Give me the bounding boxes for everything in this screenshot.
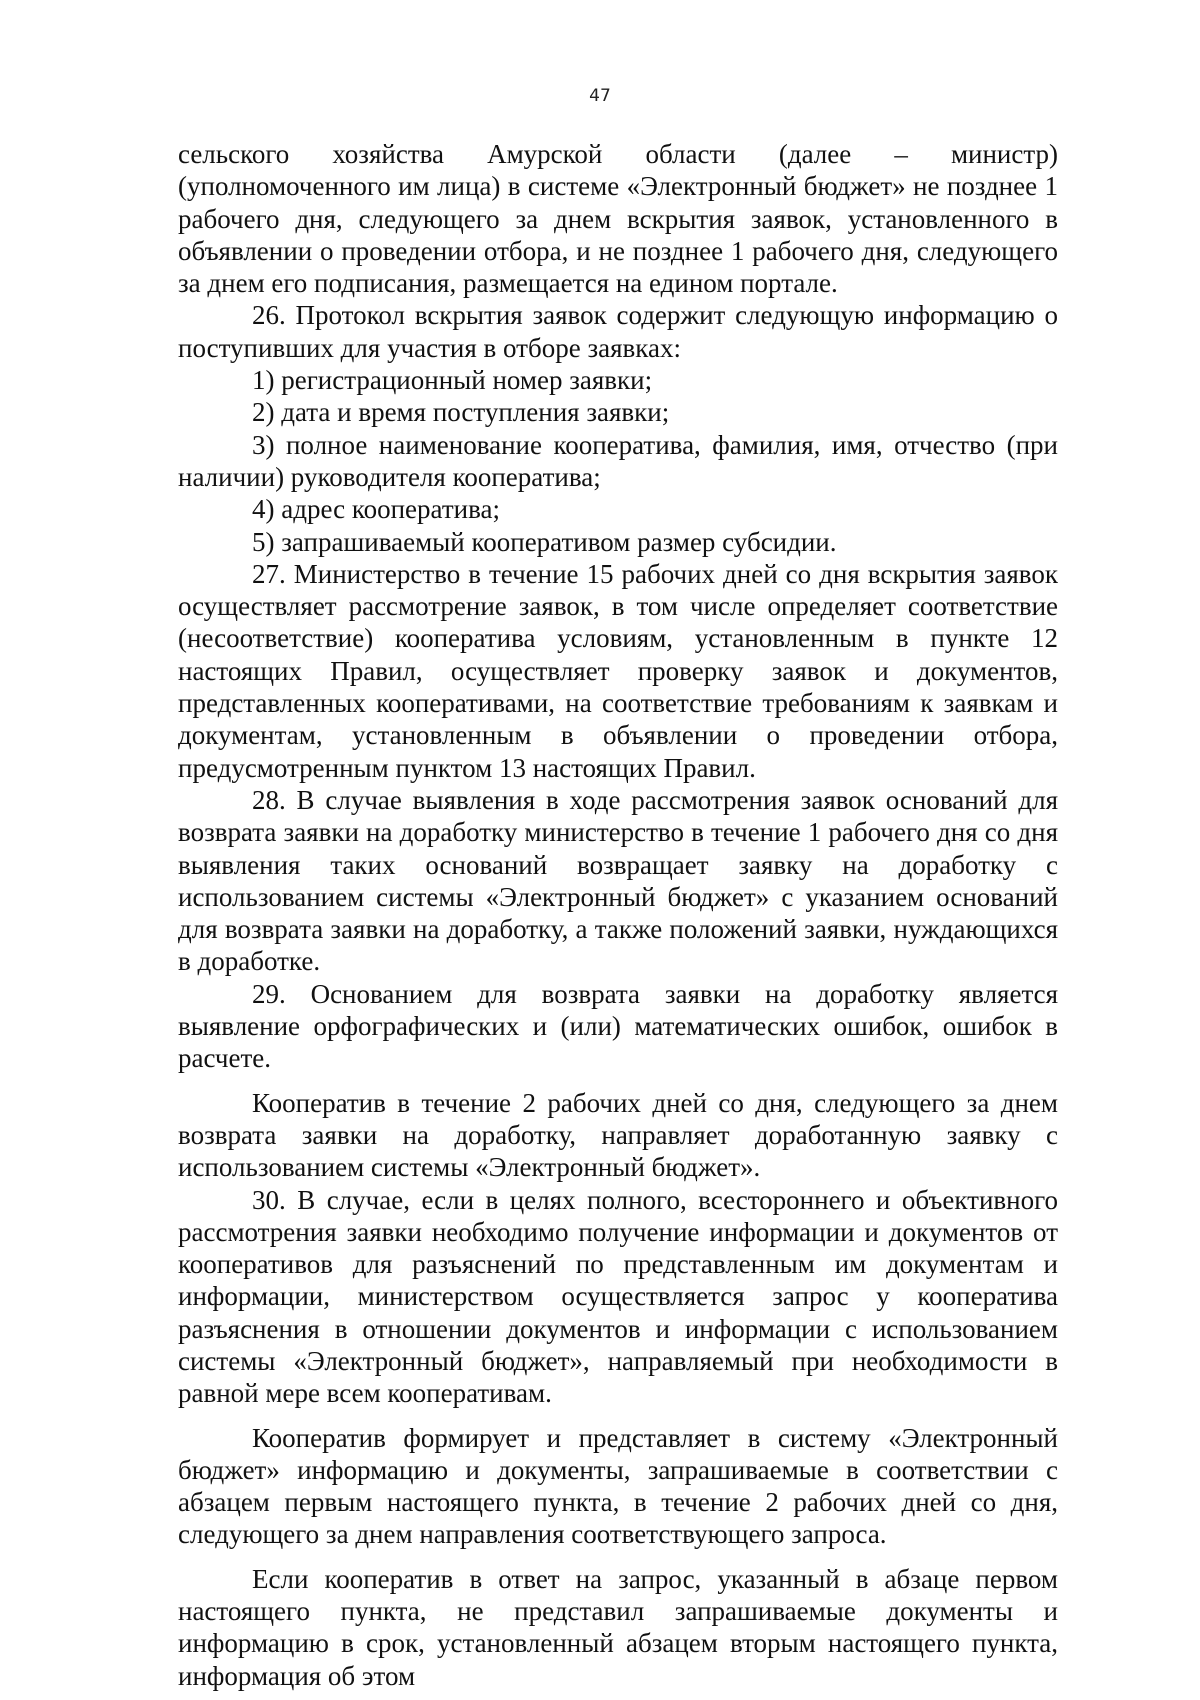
- paragraph-30: 30. В случае, если в целях полного, всестороннего и объективного рассмотрения заявки необходимо получение информации и документов от кооперативов для разъяснений по представленным им документам и информации, министерством осуществляется запрос у кооператива разъяснения в отношении документов и информации с использованием системы «Электронный бюджет», направляемый при необходимости в равной мере всем кооперативам.: [178, 1184, 1058, 1409]
- list-item-4: 4) адрес кооператива;: [252, 494, 500, 525]
- paragraph-continuation: сельского хозяйства Амурской области (далее – министр) (уполномоченного им лица) в системе «Электронный бюджет» не позднее 1 рабочего дня, следующего за днем вскрытия заявок, установленного в объявлении о проведении отбора, и не позднее 1 рабочего дня, следующего за днем его подписания, размещается на едином портале.: [178, 139, 1058, 299]
- list-item-3: 3) полное наименование кооператива, фамилия, имя, отчество (при наличии) руководителя кооператива;: [178, 429, 1058, 492]
- page-number: 47: [589, 86, 611, 106]
- list-item-5: 5) запрашиваемый кооперативом размер субсидии.: [252, 526, 837, 557]
- list-item-2: 2) дата и время поступления заявки;: [252, 397, 670, 428]
- paragraph-29: 29. Основанием для возврата заявки на доработку является выявление орфографических и (или) математических ошибок, ошибок в расчете.: [178, 978, 1058, 1074]
- document-body: [178, 138, 1058, 1692]
- paragraph-26: 26. Протокол вскрытия заявок содержит следующую информацию о поступивших для участия в отборе заявках:: [178, 300, 1058, 363]
- paragraph-30-second: Кооператив формирует и представляет в систему «Электронный бюджет» информацию и документы, запрашиваемые в соответствии с абзацем первым настоящего пункта, в течение 2 рабочих дней со дня, следующего за днем направления соответствующего запроса.: [178, 1422, 1058, 1550]
- paragraph-27: 27. Министерство в течение 15 рабочих дней со дня вскрытия заявок осуществляет рассмотрение заявок, в том числе определяет соответствие (несоответствие) кооператива условиям, установленным в пункте 12 настоящих Правил, осуществляет проверку заявок и документов, представленных кооперативами, на соответствие требованиям к заявкам и документам, установленным в объявлении о проведении отбора, предусмотренным пунктом 13 настоящих Правил.: [178, 558, 1058, 783]
- paragraph-28: 28. В случае выявления в ходе рассмотрения заявок оснований для возврата заявки на доработку министерство в течение 1 рабочего дня со дня выявления таких оснований возвращает заявку на доработку с использованием системы «Электронный бюджет» с указанием оснований для возврата заявки на доработку, а также положений заявки, нуждающихся в доработке.: [178, 784, 1058, 977]
- list-item-1: 1) регистрационный номер заявки;: [252, 365, 653, 396]
- paragraph-30-third: Если кооператив в ответ на запрос, указанный в абзаце первом настоящего пункта, не представил запрашиваемые документы и информацию в срок, установленный абзацем вторым настоящего пункта, информация об этом: [178, 1563, 1058, 1691]
- paragraph-29-second: Кооператив в течение 2 рабочих дней со дня, следующего за днем возврата заявки на доработку, направляет доработанную заявку с использованием системы «Электронный бюджет».: [178, 1087, 1058, 1183]
